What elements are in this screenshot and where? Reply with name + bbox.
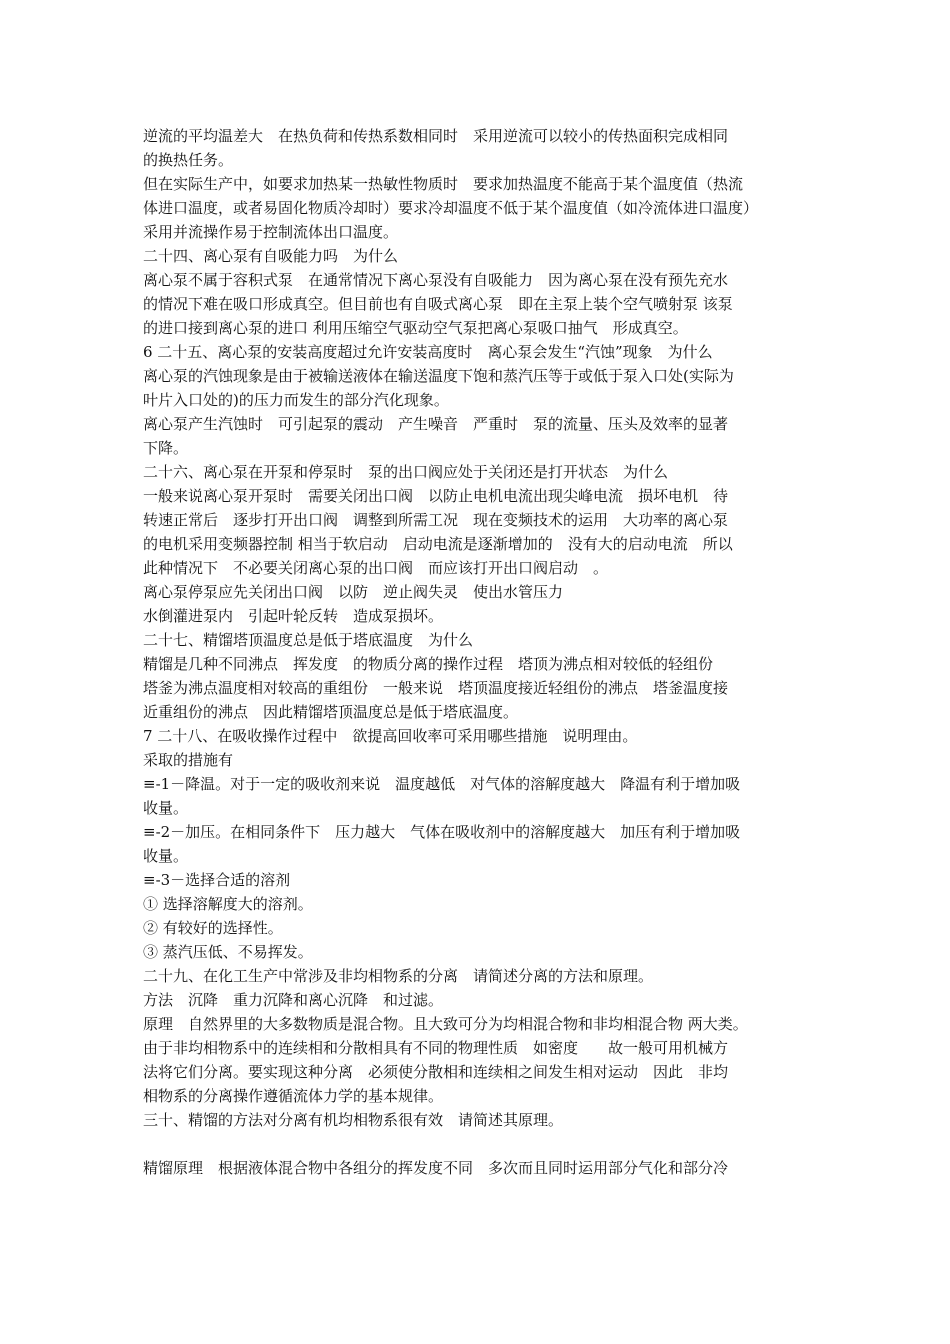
- document-body: [143, 124, 811, 1180]
- text-line: ② 有较好的选择性。: [143, 919, 283, 937]
- text-line: 原理 自然界里的大多数物质是混合物。且大致可分为均相混合物和非均相混合物 两大类。: [143, 1015, 748, 1033]
- text-line: 采取的措施有: [143, 751, 234, 769]
- text-line: 二十四、离心泵有自吸能力吗 为什么: [143, 247, 399, 265]
- text-line: ≡-2－加压。在相同条件下 压力越大 气体在吸收剂中的溶解度越大 加压有利于增加吸: [143, 823, 741, 841]
- text-line: 精馏原理 根据液体混合物中各组分的挥发度不同 多次而且同时运用部分气化和部分冷: [143, 1159, 729, 1177]
- text-line: 转速正常后 逐步打开出口阀 调整到所需工况 现在变频技术的运用 大功率的离心泵: [143, 511, 729, 529]
- text-line: 水倒灌进泵内 引起叶轮反转 造成泵损坏。: [143, 607, 444, 625]
- text-line: 离心泵不属于容积式泵 在通常情况下离心泵没有自吸能力 因为离心泵在没有预先充水: [143, 271, 729, 289]
- text-line: 一般来说离心泵开泵时 需要关闭出口阀 以防止电机电流出现尖峰电流 损坏电机 待: [143, 487, 729, 505]
- text-line: 离心泵产生汽蚀时 可引起泵的震动 产生噪音 严重时 泵的流量、压头及效率的显著: [143, 415, 729, 433]
- text-line: 此种情况下 不必要关闭离心泵的出口阀 而应该打开出口阀启动 。: [143, 559, 609, 577]
- text-line: [143, 1132, 811, 1156]
- text-line: 的进口接到离心泵的进口 利用压缩空气驱动空气泵把离心泵吸口抽气 形成真空。: [143, 319, 688, 337]
- text-line: 二十六、离心泵在开泵和停泵时 泵的出口阀应处于关闭还是打开状态 为什么: [143, 463, 669, 481]
- text-line: 的电机采用变频器控制 相当于软启动 启动电流是逐渐增加的 没有大的启动电流 所以: [143, 535, 733, 553]
- text-line: 三十、精馏的方法对分离有机均相物系很有效 请简述其原理。: [143, 1111, 564, 1129]
- text-line: 相物系的分离操作遵循流体力学的基本规律。: [143, 1087, 444, 1105]
- text-line: 离心泵的汽蚀现象是由于被输送液体在输送温度下饱和蒸汽压等于或低于泵入口处(实际为: [143, 367, 734, 385]
- text-line: 体进口温度，或者易固化物质冷却时）要求冷却温度不低于某个温度值（如冷流体进口温度）: [143, 199, 759, 217]
- text-line: ③ 蒸汽压低、不易挥发。: [143, 943, 313, 961]
- text-line: 由于非均相物系中的连续相和分散相具有不同的物理性质 如密度 故一般可用机械方: [143, 1039, 729, 1057]
- text-line: 的换热任务。: [143, 151, 234, 169]
- text-line: 塔釜为沸点温度相对较高的重组份 一般来说 塔顶温度接近轻组份的沸点 塔釜温度接: [143, 679, 729, 697]
- text-line: 6 二十五、离心泵的安装高度超过允许安装高度时 离心泵会发生“汽蚀”现象 为什么: [143, 343, 713, 361]
- text-line: 下降。: [143, 439, 189, 457]
- text-line: 采用并流操作易于控制流体出口温度。: [143, 223, 399, 241]
- text-line: 精馏是几种不同沸点 挥发度 的物质分离的操作过程 塔顶为沸点相对较低的轻组份: [143, 655, 714, 673]
- text-line: ① 选择溶解度大的溶剂。: [143, 895, 313, 913]
- text-line: 二十七、精馏塔顶温度总是低于塔底温度 为什么: [143, 631, 474, 649]
- text-line: 7 二十八、在吸收操作过程中 欲提高回收率可采用哪些措施 说明理由。: [143, 727, 638, 745]
- text-line: 但在实际生产中，如要求加热某一热敏性物质时 要求加热温度不能高于某个温度值（热流: [143, 175, 744, 193]
- text-line: 二十九、在化工生产中常涉及非均相物系的分离 请简述分离的方法和原理。: [143, 967, 654, 985]
- text-line: ≡-1－降温。对于一定的吸收剂来说 温度越低 对气体的溶解度越大 降温有利于增加吸: [143, 775, 741, 793]
- text-line: 方法 沉降 重力沉降和离心沉降 和过滤。: [143, 991, 444, 1009]
- text-line: 的情况下难在吸口形成真空。但目前也有自吸式离心泵 即在主泵上装个空气喷射泵 该泵: [143, 295, 733, 313]
- text-line: 逆流的平均温差大 在热负荷和传热系数相同时 采用逆流可以较小的传热面积完成相同: [143, 127, 729, 145]
- text-line: 离心泵停泵应先关闭出口阀 以防 逆止阀失灵 使出水管压力: [143, 583, 564, 601]
- text-line: 法将它们分离。要实现这种分离 必须使分散相和连续相之间发生相对运动 因此 非均: [143, 1063, 729, 1081]
- text-line: 叶片入口处的)的压力而发生的部分汽化现象。: [143, 391, 449, 409]
- text-line: 近重组份的沸点 因此精馏塔顶温度总是低于塔底温度。: [143, 703, 519, 721]
- text-line: 收量。: [143, 799, 189, 817]
- text-line: ≡-3－选择合适的溶剂: [143, 871, 291, 889]
- text-line: 收量。: [143, 847, 189, 865]
